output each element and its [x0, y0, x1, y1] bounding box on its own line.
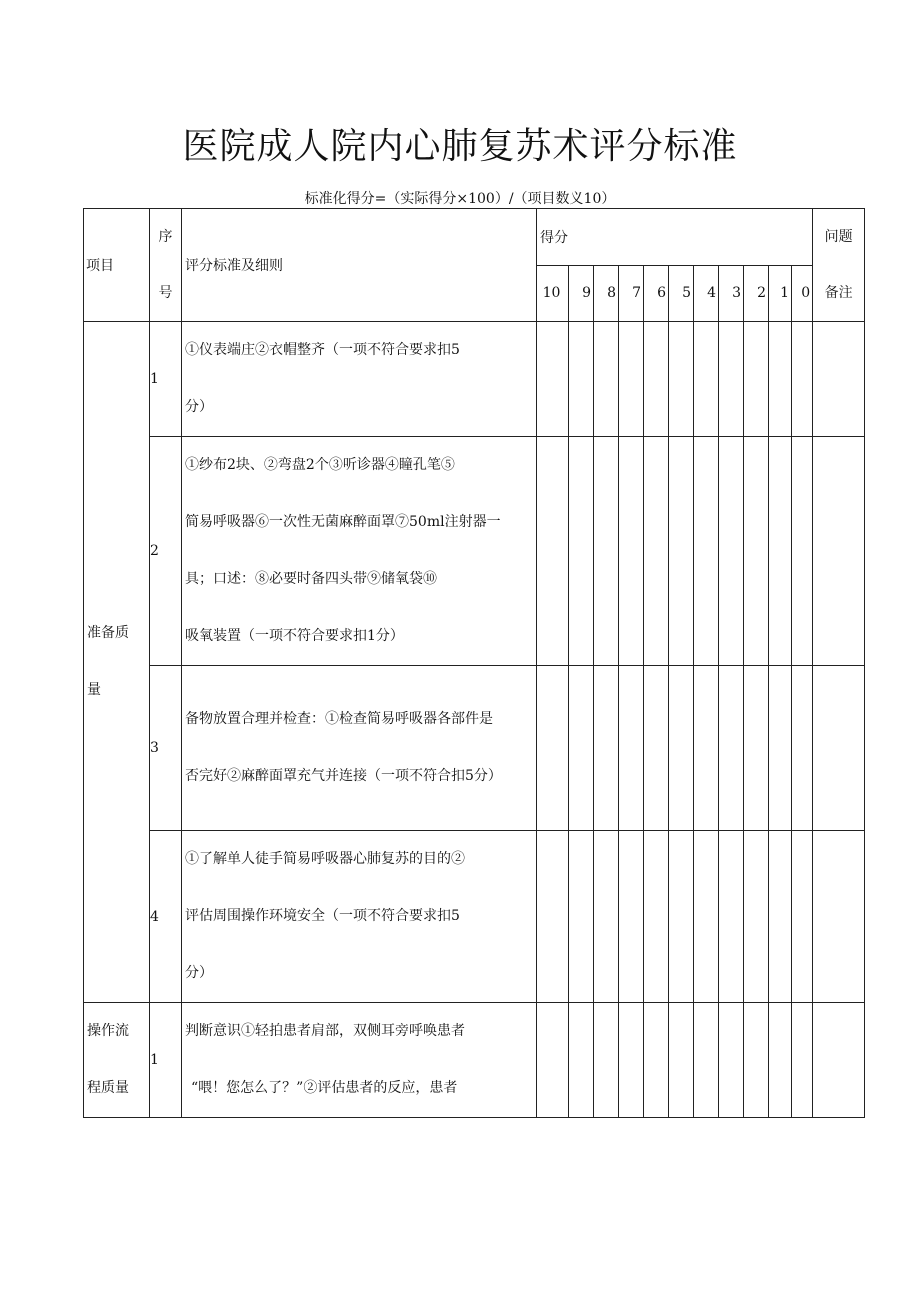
- row-seq: 4: [150, 831, 182, 1003]
- row-criteria: [182, 437, 537, 666]
- score-cell-1[interactable]: [769, 322, 792, 437]
- score-cell-2[interactable]: [744, 322, 769, 437]
- score-cell-6[interactable]: [644, 1003, 669, 1118]
- score-cell-7[interactable]: [619, 1003, 644, 1118]
- score-cell-2[interactable]: [744, 831, 769, 1003]
- score-cell-1[interactable]: [769, 437, 792, 666]
- row-criteria: [182, 1003, 537, 1118]
- score-cell-1[interactable]: [769, 666, 792, 831]
- section-item-line: 量: [87, 682, 101, 698]
- section-item-line: 准备质: [87, 625, 129, 641]
- criteria-line: ①纱布2块、②弯盘2个③听诊器④瞳孔笔⑤: [185, 457, 455, 473]
- score-cell-0[interactable]: [792, 437, 813, 666]
- score-cell-9[interactable]: [569, 831, 594, 1003]
- header-row-top: [84, 209, 865, 266]
- score-level-6: 6: [644, 265, 669, 322]
- score-cell-0[interactable]: [792, 831, 813, 1003]
- row-seq: 3: [150, 666, 182, 831]
- header-item: 项目: [84, 209, 150, 322]
- score-cell-5[interactable]: [669, 322, 694, 437]
- score-cell-9[interactable]: [569, 666, 594, 831]
- score-cell-6[interactable]: [644, 437, 669, 666]
- score-cell-0[interactable]: [792, 666, 813, 831]
- remark-cell[interactable]: [813, 322, 865, 437]
- score-cell-8[interactable]: [594, 437, 619, 666]
- score-cell-1[interactable]: [769, 1003, 792, 1118]
- score-cell-8[interactable]: [594, 322, 619, 437]
- score-cell-6[interactable]: [644, 831, 669, 1003]
- score-cell-9[interactable]: [569, 322, 594, 437]
- score-cell-3[interactable]: [719, 1003, 744, 1118]
- score-cell-2[interactable]: [744, 666, 769, 831]
- score-level-1: 1: [769, 265, 792, 322]
- score-cell-8[interactable]: [594, 666, 619, 831]
- score-cell-6[interactable]: [644, 666, 669, 831]
- scoring-table: [83, 208, 865, 1118]
- header-remark-bottom: 备注: [824, 285, 853, 301]
- row-seq: 2: [150, 437, 182, 666]
- score-cell-0[interactable]: [792, 1003, 813, 1118]
- table-row: [84, 666, 865, 831]
- criteria-line: 分）: [185, 965, 213, 981]
- score-cell-1[interactable]: [769, 831, 792, 1003]
- criteria-line: “喂！您怎么了？”②评估患者的反应，患者: [191, 1080, 458, 1096]
- score-cell-3[interactable]: [719, 831, 744, 1003]
- table-row: [84, 831, 865, 1003]
- score-cell-8[interactable]: [594, 1003, 619, 1118]
- score-cell-7[interactable]: [619, 437, 644, 666]
- section-item: [84, 322, 150, 1003]
- criteria-line: 备物放置合理并检查：①检查简易呼吸器各部件是: [185, 711, 493, 727]
- score-cell-7[interactable]: [619, 666, 644, 831]
- remark-cell[interactable]: [813, 666, 865, 831]
- page-title: 医院成人院内心肺复苏术评分标准: [182, 126, 738, 167]
- score-cell-9[interactable]: [569, 1003, 594, 1118]
- score-cell-10[interactable]: [537, 322, 569, 437]
- score-level-10: 10: [537, 265, 569, 322]
- criteria-line: ①了解单人徒手简易呼吸器心肺复苏的目的②: [185, 851, 465, 867]
- header-remark-top: 问题: [824, 229, 853, 245]
- score-cell-7[interactable]: [619, 831, 644, 1003]
- row-criteria: [182, 322, 537, 437]
- remark-cell[interactable]: [813, 437, 865, 666]
- score-level-9: 9: [569, 265, 594, 322]
- score-cell-10[interactable]: [537, 666, 569, 831]
- table-row: [84, 322, 865, 437]
- score-cell-7[interactable]: [619, 322, 644, 437]
- score-level-3: 3: [719, 265, 744, 322]
- score-cell-3[interactable]: [719, 437, 744, 666]
- score-level-8: 8: [594, 265, 619, 322]
- score-cell-4[interactable]: [694, 666, 719, 831]
- row-criteria: [182, 666, 537, 831]
- score-level-4: 4: [694, 265, 719, 322]
- remark-cell[interactable]: [813, 1003, 865, 1118]
- header-seq: [150, 209, 182, 322]
- criteria-line: 评估周围操作环境安全（一项不符合要求扣5: [185, 908, 460, 924]
- row-criteria: [182, 831, 537, 1003]
- score-cell-8[interactable]: [594, 831, 619, 1003]
- score-cell-4[interactable]: [694, 437, 719, 666]
- criteria-line: 判断意识①轻拍患者肩部，双侧耳旁呼唤患者: [185, 1023, 465, 1039]
- score-cell-4[interactable]: [694, 831, 719, 1003]
- page-subtitle: 标准化得分=（实际得分×100）/（项目数义10）: [304, 191, 616, 207]
- score-cell-5[interactable]: [669, 666, 694, 831]
- section-item: [84, 1003, 150, 1118]
- score-cell-0[interactable]: [792, 322, 813, 437]
- score-level-5: 5: [669, 265, 694, 322]
- criteria-line: 分）: [185, 399, 213, 415]
- score-cell-6[interactable]: [644, 322, 669, 437]
- score-cell-10[interactable]: [537, 437, 569, 666]
- header-remark: [813, 209, 865, 322]
- criteria-line: 吸氧装置（一项不符合要求扣1分）: [185, 628, 404, 644]
- header-seq-top: 序: [158, 229, 173, 245]
- table-row: [84, 437, 865, 666]
- header-seq-bottom: 号: [158, 285, 173, 301]
- criteria-line: 具；口述：⑧必要时备四头带⑨储氧袋⑩: [185, 571, 437, 587]
- score-cell-10[interactable]: [537, 831, 569, 1003]
- section-item-line: 操作流: [87, 1023, 129, 1039]
- table-row: [84, 1003, 865, 1118]
- score-cell-3[interactable]: [719, 322, 744, 437]
- score-cell-2[interactable]: [744, 437, 769, 666]
- score-cell-9[interactable]: [569, 437, 594, 666]
- row-seq: 1: [150, 322, 182, 437]
- score-level-7: 7: [619, 265, 644, 322]
- header-criteria: 评分标准及细则: [182, 209, 537, 322]
- score-level-0: 0: [792, 265, 813, 322]
- score-cell-5[interactable]: [669, 437, 694, 666]
- section-item-line: 程质量: [87, 1080, 129, 1096]
- score-cell-5[interactable]: [669, 831, 694, 1003]
- criteria-line: 简易呼吸器⑥一次性无菌麻醉面罩⑦50ml注射器一: [185, 514, 501, 530]
- criteria-line: ①仪表端庄②衣帽整齐（一项不符合要求扣5: [185, 342, 460, 358]
- row-seq: 1: [150, 1003, 182, 1118]
- score-cell-5[interactable]: [669, 1003, 694, 1118]
- score-cell-4[interactable]: [694, 322, 719, 437]
- remark-cell[interactable]: [813, 831, 865, 1003]
- score-cell-3[interactable]: [719, 666, 744, 831]
- criteria-line: 否完好②麻醉面罩充气并连接（一项不符合扣5分）: [185, 768, 502, 784]
- header-score: 得分: [537, 209, 813, 266]
- score-cell-2[interactable]: [744, 1003, 769, 1118]
- score-cell-10[interactable]: [537, 1003, 569, 1118]
- score-level-2: 2: [744, 265, 769, 322]
- score-cell-4[interactable]: [694, 1003, 719, 1118]
